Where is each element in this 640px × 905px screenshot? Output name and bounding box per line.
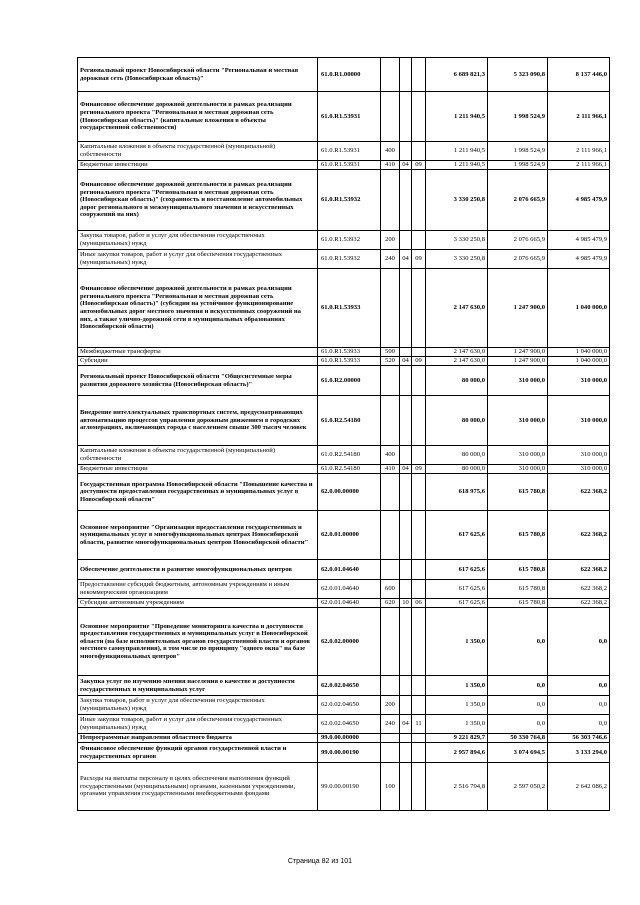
row-section — [400, 366, 412, 396]
row-expense-type: 520 — [381, 357, 400, 366]
row-name: Капитальные вложения в объекты государственной (муниципальной) собственности — [78, 446, 318, 465]
row-subsection: 09 — [412, 250, 426, 269]
row-code: 62.0.02.00000 — [318, 608, 381, 676]
row-amount-year3: 0,0 — [548, 676, 610, 696]
row-name: Основное мероприятие "Организация предоставления государственных и муниципальных услуг в многофункциональных центрах Новосибирской области, развитие многофункциональных центров Новосибирской области" — [78, 511, 318, 560]
row-expense-type — [381, 511, 400, 560]
row-section — [400, 92, 412, 142]
table-row — [78, 511, 610, 560]
table-row — [78, 366, 610, 396]
row-section — [400, 511, 412, 560]
table-row — [78, 696, 610, 715]
row-amount-year2: 0,0 — [488, 696, 548, 715]
row-code: 61.0.R2.00000 — [318, 366, 381, 396]
row-amount-year1: 2 147 630,0 — [426, 348, 488, 357]
row-subsection — [412, 696, 426, 715]
row-amount-year3: 310 000,0 — [548, 396, 610, 446]
row-name: Финансовое обеспечение дорожной деятельности в рамках реализации регионального проекта "Региональная и местная дорожная сеть (Новосибирская область)" (капитальные вложения в объекты государственной собственности) — [78, 92, 318, 142]
row-code: 62.0.01.04640 — [318, 599, 381, 608]
row-section — [400, 734, 412, 743]
row-amount-year2: 615 780,8 — [488, 560, 548, 580]
row-amount-year1: 618 975,6 — [426, 474, 488, 511]
row-section — [400, 348, 412, 357]
row-amount-year1: 3 330 250,8 — [426, 170, 488, 231]
row-section — [400, 58, 412, 92]
row-name: Предоставление субсидий бюджетным, автономным учреждениям и иным некоммерческим организациям — [78, 580, 318, 599]
row-amount-year1: 617 625,6 — [426, 599, 488, 608]
row-section — [400, 743, 412, 763]
row-subsection — [412, 763, 426, 811]
row-section — [400, 474, 412, 511]
row-section — [400, 446, 412, 465]
row-amount-year1: 1 350,0 — [426, 715, 488, 734]
row-code: 61.0.R1.53933 — [318, 348, 381, 357]
row-amount-year1: 2 147 630,0 — [426, 357, 488, 366]
row-amount-year3: 622 368,2 — [548, 511, 610, 560]
row-amount-year1: 80 000,0 — [426, 396, 488, 446]
row-amount-year2: 615 780,8 — [488, 474, 548, 511]
row-expense-type — [381, 269, 400, 348]
row-amount-year1: 80 000,0 — [426, 366, 488, 396]
row-section: 04 — [400, 715, 412, 734]
row-subsection — [412, 396, 426, 446]
row-section — [400, 396, 412, 446]
row-code: 61.0.R1.53933 — [318, 357, 381, 366]
table-row — [78, 446, 610, 465]
row-amount-year3: 0,0 — [548, 696, 610, 715]
row-amount-year2: 5 323 090,8 — [488, 58, 548, 92]
row-section: 04 — [400, 357, 412, 366]
row-amount-year2: 1 247 900,0 — [488, 348, 548, 357]
row-code: 61.0.R1.53932 — [318, 250, 381, 269]
row-expense-type: 100 — [381, 763, 400, 811]
row-amount-year3: 622 368,2 — [548, 580, 610, 599]
table-row — [78, 170, 610, 231]
table-row — [78, 161, 610, 170]
row-subsection — [412, 474, 426, 511]
row-expense-type — [381, 560, 400, 580]
row-amount-year3: 622 368,2 — [548, 599, 610, 608]
row-amount-year1: 617 625,6 — [426, 511, 488, 560]
row-amount-year1: 1 211 940,5 — [426, 142, 488, 161]
row-amount-year1: 1 211 940,5 — [426, 92, 488, 142]
row-amount-year3: 2 111 966,1 — [548, 92, 610, 142]
row-amount-year2: 1 247 900,0 — [488, 357, 548, 366]
row-name: Финансовое обеспечение дорожной деятельности в рамках реализации регионального проекта "Региональная и местная дорожная сеть (Новосибирская область)" (сохранность и восстановление автомобильных дорог регионального и межмуниципального значения и искусственных сооружений на них) — [78, 170, 318, 231]
row-amount-year2: 310 000,0 — [488, 366, 548, 396]
row-name: Субсидии — [78, 357, 318, 366]
row-section — [400, 696, 412, 715]
row-section: 04 — [400, 250, 412, 269]
row-code: 62.0.02.04650 — [318, 696, 381, 715]
row-amount-year3: 8 137 446,0 — [548, 58, 610, 92]
row-expense-type — [381, 474, 400, 511]
row-section — [400, 580, 412, 599]
row-subsection — [412, 269, 426, 348]
table-row — [78, 396, 610, 446]
row-section — [400, 560, 412, 580]
row-expense-type — [381, 676, 400, 696]
row-name: Государственная программа Новосибирской области "Повышение качества и доступности предоставления государственных и муниципальных услуг в Новосибирской области" — [78, 474, 318, 511]
row-subsection: 09 — [412, 465, 426, 474]
row-section — [400, 676, 412, 696]
row-subsection — [412, 580, 426, 599]
row-subsection: 06 — [412, 599, 426, 608]
table-row — [78, 269, 610, 348]
row-code: 99.0.00.00190 — [318, 743, 381, 763]
row-name: Иные закупки товаров, работ и услуг для обеспечения государственных (муниципальных) нужд — [78, 715, 318, 734]
row-amount-year2: 310 000,0 — [488, 446, 548, 465]
row-amount-year1: 80 000,0 — [426, 446, 488, 465]
row-name: Бюджетные инвестиции — [78, 465, 318, 474]
row-subsection — [412, 608, 426, 676]
row-expense-type: 200 — [381, 231, 400, 250]
row-expense-type: 600 — [381, 580, 400, 599]
row-subsection — [412, 58, 426, 92]
row-section: 10 — [400, 599, 412, 608]
row-expense-type — [381, 743, 400, 763]
row-amount-year2: 1 998 524,9 — [488, 161, 548, 170]
row-expense-type: 410 — [381, 465, 400, 474]
row-section — [400, 170, 412, 231]
row-code: 99.0.00.00190 — [318, 763, 381, 811]
row-amount-year1: 80 000,0 — [426, 465, 488, 474]
row-amount-year3: 56 303 746,6 — [548, 734, 610, 743]
row-amount-year2: 310 000,0 — [488, 465, 548, 474]
row-expense-type: 200 — [381, 696, 400, 715]
row-amount-year2: 1 998 524,9 — [488, 142, 548, 161]
row-code: 61.0.R1.00000 — [318, 58, 381, 92]
row-name: Региональный проект Новосибирской области "Общесистемные меры развития дорожного хозяйства (Новосибирская область)" — [78, 366, 318, 396]
row-subsection: 11 — [412, 715, 426, 734]
row-amount-year3: 622 368,2 — [548, 560, 610, 580]
row-amount-year3: 1 040 000,0 — [548, 348, 610, 357]
row-name: Расходы на выплаты персоналу в целях обеспечения выполнения функций государственными (муниципальными) органами, казенными учреждениями, органами управления государственными внебюджетными фондами — [78, 763, 318, 811]
row-expense-type — [381, 366, 400, 396]
row-section — [400, 142, 412, 161]
row-expense-type: 620 — [381, 599, 400, 608]
row-section: 04 — [400, 465, 412, 474]
row-amount-year1: 1 211 940,5 — [426, 161, 488, 170]
row-subsection: 09 — [412, 357, 426, 366]
row-subsection — [412, 743, 426, 763]
row-amount-year1: 1 350,0 — [426, 676, 488, 696]
row-amount-year3: 0,0 — [548, 608, 610, 676]
row-code: 62.0.01.04640 — [318, 560, 381, 580]
row-expense-type — [381, 734, 400, 743]
table-row — [78, 58, 610, 92]
table-row — [78, 465, 610, 474]
row-subsection — [412, 366, 426, 396]
row-amount-year3: 310 000,0 — [548, 465, 610, 474]
row-section — [400, 231, 412, 250]
row-amount-year3: 2 642 086,2 — [548, 763, 610, 811]
row-code: 61.0.R1.53932 — [318, 231, 381, 250]
row-code: 62.0.02.04650 — [318, 676, 381, 696]
table-row — [78, 250, 610, 269]
row-code: 62.0.02.04650 — [318, 715, 381, 734]
row-code: 61.0.R1.53933 — [318, 269, 381, 348]
row-amount-year3: 3 133 294,0 — [548, 743, 610, 763]
row-subsection — [412, 734, 426, 743]
row-code: 62.0.00.00000 — [318, 474, 381, 511]
row-amount-year1: 617 625,6 — [426, 560, 488, 580]
row-subsection — [412, 348, 426, 357]
row-name: Основное мероприятие "Проведение мониторинга качества и доступности предоставления государственных и муниципальных услуг в Новосибирской области (на базе исполнительных органов государственной власти и органов местного самоуправления), в том числе по принципу "одного окна" на базе многофункциональных центров" — [78, 608, 318, 676]
row-subsection — [412, 560, 426, 580]
row-amount-year2: 1 247 900,0 — [488, 269, 548, 348]
row-amount-year2: 615 780,8 — [488, 580, 548, 599]
row-amount-year2: 2 076 665,9 — [488, 170, 548, 231]
row-expense-type: 240 — [381, 715, 400, 734]
table-row — [78, 357, 610, 366]
table-row — [78, 474, 610, 511]
row-amount-year3: 1 040 000,0 — [548, 269, 610, 348]
row-amount-year1: 2 516 794,8 — [426, 763, 488, 811]
row-expense-type: 410 — [381, 161, 400, 170]
row-amount-year3: 622 368,2 — [548, 474, 610, 511]
row-subsection — [412, 446, 426, 465]
row-amount-year3: 4 985 479,9 — [548, 231, 610, 250]
row-expense-type: 400 — [381, 142, 400, 161]
row-expense-type — [381, 396, 400, 446]
row-expense-type: 400 — [381, 446, 400, 465]
row-subsection: 09 — [412, 161, 426, 170]
row-name: Закупка товаров, работ и услуг для обеспечения государственных (муниципальных) нужд — [78, 696, 318, 715]
row-name: Субсидии автономным учреждениям — [78, 599, 318, 608]
row-amount-year2: 1 998 524,9 — [488, 92, 548, 142]
row-amount-year3: 1 040 000,0 — [548, 357, 610, 366]
row-expense-type: 240 — [381, 250, 400, 269]
row-amount-year2: 310 000,0 — [488, 396, 548, 446]
row-subsection — [412, 676, 426, 696]
row-name: Иные закупки товаров, работ и услуг для обеспечения государственных (муниципальных) нужд — [78, 250, 318, 269]
table-row — [78, 763, 610, 811]
row-section — [400, 763, 412, 811]
table-row — [78, 743, 610, 763]
row-amount-year2: 2 076 665,9 — [488, 250, 548, 269]
row-amount-year3: 2 111 966,1 — [548, 142, 610, 161]
row-amount-year3: 310 000,0 — [548, 366, 610, 396]
row-subsection — [412, 170, 426, 231]
row-code: 61.0.R1.53931 — [318, 92, 381, 142]
row-amount-year2: 0,0 — [488, 676, 548, 696]
row-code: 62.0.01.00000 — [318, 511, 381, 560]
row-expense-type — [381, 92, 400, 142]
row-subsection — [412, 142, 426, 161]
row-expense-type — [381, 608, 400, 676]
row-expense-type — [381, 170, 400, 231]
row-code: 61.0.R1.53932 — [318, 170, 381, 231]
row-name: Внедрение интеллектуальных транспортных систем, предусматривающих автоматизацию процессов управления дорожным движением в городских агломерациях, включающих города с населением свыше 300 тысяч человек — [78, 396, 318, 446]
row-code: 61.0.R2.54180 — [318, 396, 381, 446]
row-amount-year2: 0,0 — [488, 715, 548, 734]
row-subsection — [412, 231, 426, 250]
table-row — [78, 348, 610, 357]
table-row — [78, 142, 610, 161]
row-amount-year2: 0,0 — [488, 608, 548, 676]
row-amount-year1: 617 625,6 — [426, 580, 488, 599]
row-amount-year1: 9 221 829,7 — [426, 734, 488, 743]
row-name: Межбюджетные трансферты — [78, 348, 318, 357]
table-row — [78, 92, 610, 142]
row-subsection — [412, 511, 426, 560]
table-row — [78, 608, 610, 676]
row-amount-year2: 2 076 665,9 — [488, 231, 548, 250]
row-code: 61.0.R1.53931 — [318, 161, 381, 170]
row-amount-year1: 2 957 894,6 — [426, 743, 488, 763]
page-number: Страница 82 из 101 — [287, 858, 353, 865]
row-expense-type: 500 — [381, 348, 400, 357]
row-section — [400, 269, 412, 348]
row-amount-year1: 6 689 821,3 — [426, 58, 488, 92]
row-amount-year1: 1 350,0 — [426, 608, 488, 676]
row-amount-year3: 310 000,0 — [548, 446, 610, 465]
row-name: Закупка услуг по изучению мнения населения о качестве и доступности государственных и муниципальных услуг — [78, 676, 318, 696]
row-code: 61.0.R2.54180 — [318, 465, 381, 474]
row-name: Бюджетные инвестиции — [78, 161, 318, 170]
row-amount-year3: 2 111 966,1 — [548, 161, 610, 170]
row-section: 04 — [400, 161, 412, 170]
row-amount-year2: 615 780,8 — [488, 511, 548, 560]
row-amount-year3: 4 985 479,9 — [548, 170, 610, 231]
row-amount-year3: 4 985 479,9 — [548, 250, 610, 269]
row-name: Финансовое обеспечение дорожной деятельности в рамках реализации регионального проекта "Региональная и местная дорожная сеть (Новосибирская область)" (субсидии на устойчивое функционирование автомобильных дорог местного значения и искусственных сооружений на них, а также улично-дорожной сети в муниципальных образованиях Новосибирской области) — [78, 269, 318, 348]
table-row — [78, 231, 610, 250]
row-amount-year1: 3 330 250,8 — [426, 231, 488, 250]
row-name: Региональный проект Новосибирской области "Региональная и местная дорожная сеть (Новосибирская область)" — [78, 58, 318, 92]
table-row — [78, 676, 610, 696]
row-expense-type — [381, 58, 400, 92]
row-name: Капитальные вложения в объекты государственной (муниципальной) собственности — [78, 142, 318, 161]
row-code: 62.0.01.04640 — [318, 580, 381, 599]
row-name: Непрограммные направления областного бюджета — [78, 734, 318, 743]
row-amount-year3: 0,0 — [548, 715, 610, 734]
row-amount-year2: 3 074 694,5 — [488, 743, 548, 763]
row-name: Обеспечение деятельности и развитие многофункциональных центров — [78, 560, 318, 580]
table-row — [78, 599, 610, 608]
budget-table — [77, 57, 610, 811]
row-name: Финансовое обеспечение функций органов государственной власти и государственных органов — [78, 743, 318, 763]
table-row — [78, 580, 610, 599]
row-amount-year2: 50 330 764,8 — [488, 734, 548, 743]
row-code: 61.0.R2.54180 — [318, 446, 381, 465]
row-code: 61.0.R1.53931 — [318, 142, 381, 161]
table-row — [78, 715, 610, 734]
row-code: 99.0.00.00000 — [318, 734, 381, 743]
row-name: Закупка товаров, работ и услуг для обеспечения государственных (муниципальных) нужд — [78, 231, 318, 250]
row-amount-year1: 1 350,0 — [426, 696, 488, 715]
row-amount-year1: 3 330 250,8 — [426, 250, 488, 269]
row-subsection — [412, 92, 426, 142]
row-amount-year1: 2 147 630,0 — [426, 269, 488, 348]
row-amount-year2: 2 597 050,2 — [488, 763, 548, 811]
row-amount-year2: 615 780,8 — [488, 599, 548, 608]
table-row — [78, 734, 610, 743]
table-row — [78, 560, 610, 580]
row-section — [400, 608, 412, 676]
